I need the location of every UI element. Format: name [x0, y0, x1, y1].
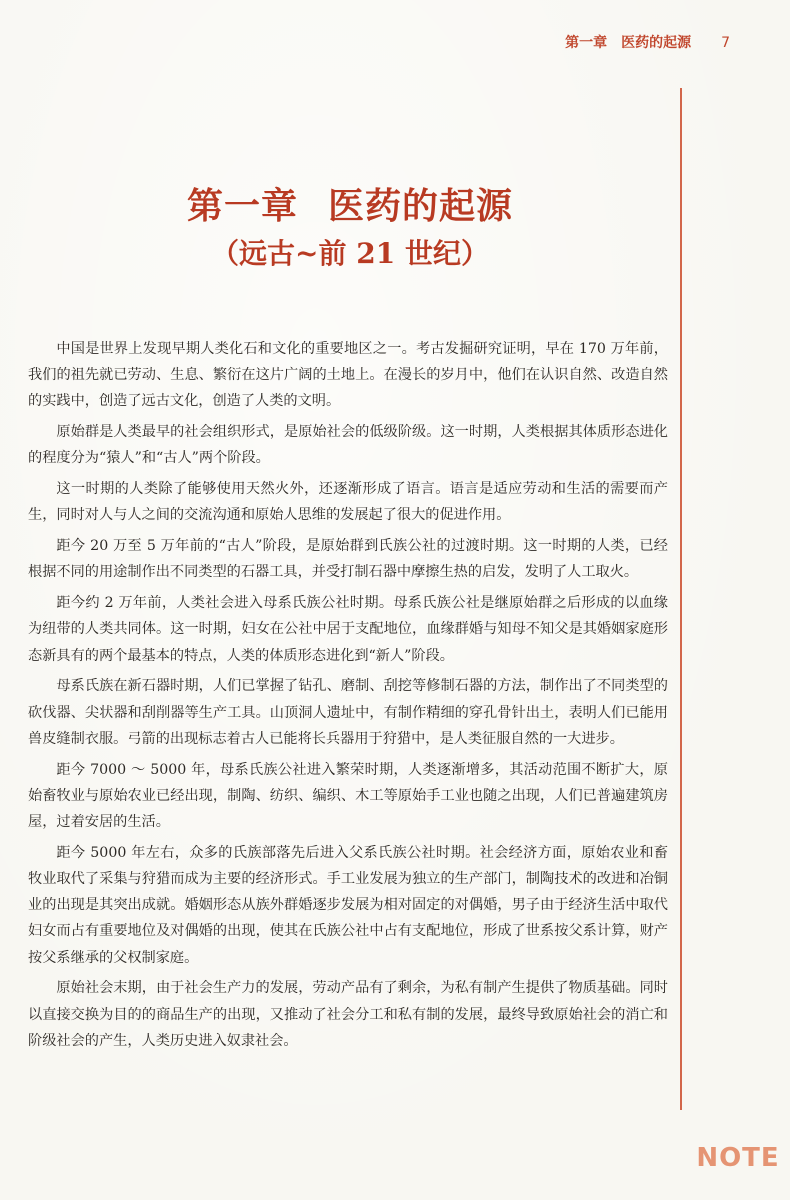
note-badge: NOTE — [696, 1143, 780, 1173]
paragraph: 母系氏族在新石器时期，人们已掌握了钻孔、磨制、刮挖等修制石器的方法，制作出了不同类型的砍伐器、尖状器和刮削器等生产工具。山顶洞人遗址中，有制作精细的穿孔骨针出土，表明人们已能用兽皮缝制衣服。弓箭的出现标志着古人已能将长兵器用于狩猎中，是人类征服自然的一大进步。 — [28, 678, 668, 747]
page-number: 7 — [721, 35, 730, 51]
chapter-name: 医药的起源 — [328, 185, 514, 227]
paragraph: 原始社会末期，由于社会生产力的发展，劳动产品有了剩余，为私有制产生提供了物质基础。同时以直接交换为目的的商品生产的出现，又推动了社会分工和私有制的发展，最终导致原始社会的消亡和阶级社会的产生，人类历史进入奴隶社会。 — [28, 980, 668, 1049]
paragraph: 距今 5000 年左右，众多的氏族部落先后进入父系氏族公社时期。社会经济方面，原始农业和畜牧业取代了采集与狩猎而成为主要的经济形式。手工业发展为独立的生产部门，制陶技术的改进和冶铜业的出现是其突出成就。婚姻形态从族外群婚逐步发展为相对固定的对偶婚，男子由于经济生活中取代妇女而占有重要地位及对偶婚的出现，使其在氏族公社中占有支配地位，形成了世系按父系计算，财产按父系继承的父权制家庭。 — [28, 844, 668, 966]
paragraph: 距今约 2 万年前，人类社会进入母系氏族公社时期。母系氏族公社是继原始群之后形成的以血缘为纽带的人类共同体。这一时期，妇女在公社中居于支配地位，血缘群婚与知母不知父是其婚姻家庭形态新具有的两个最基本的特点，人类的体质形态进化到“新人”阶段。 — [28, 595, 668, 664]
body-text — [28, 336, 668, 1059]
running-header-chapter: 第一章 — [565, 35, 608, 51]
paragraph: 原始群是人类最早的社会组织形式，是原始社会的低级阶级。这一时期，人类根据其体质形态进化的程度分为“猿人”和“古人”两个阶段。 — [28, 424, 668, 467]
running-header-title: 医药的起源 — [621, 35, 692, 51]
chapter-title — [0, 178, 700, 229]
paragraph: 距今 20 万至 5 万年前的“古人”阶段，是原始群到氏族公社的过渡时期。这一时期的人类，已经根据不同的用途制作出不同类型的石器工具，并受打制石器中摩擦生热的启发，发明了人工取火。 — [28, 538, 668, 581]
chapter-subtitle: （远古~前 21 世纪） — [211, 237, 489, 270]
chapter-label: 第一章 — [186, 185, 298, 227]
paragraph: 距今 7000 ～ 5000 年，母系氏族公社进入繁荣时期，人类逐渐增多，其活动范围不断扩大，原始畜牧业与原始农业已经出现，制陶、纺织、编织、木工等原始手工业也随之出现，人们已普遍建筑房屋，过着安居的生活。 — [28, 761, 668, 831]
running-header — [565, 32, 730, 52]
paragraph: 这一时期的人类除了能够使用天然火外，还逐渐形成了语言。语言是适应劳动和生活的需要而产生，同时对人与人之间的交流沟通和原始人思维的发展起了很大的促进作用。 — [28, 481, 668, 524]
paragraph: 中国是世界上发现早期人类化石和文化的重要地区之一。考古发掘研究证明，早在 170 万年前，我们的祖先就已劳动、生息、繁衍在这片广阔的土地上。在漫长的岁月中，他们在认识自然、改造自然的实践中，创造了远古文化，创造了人类的文明。 — [28, 341, 668, 410]
